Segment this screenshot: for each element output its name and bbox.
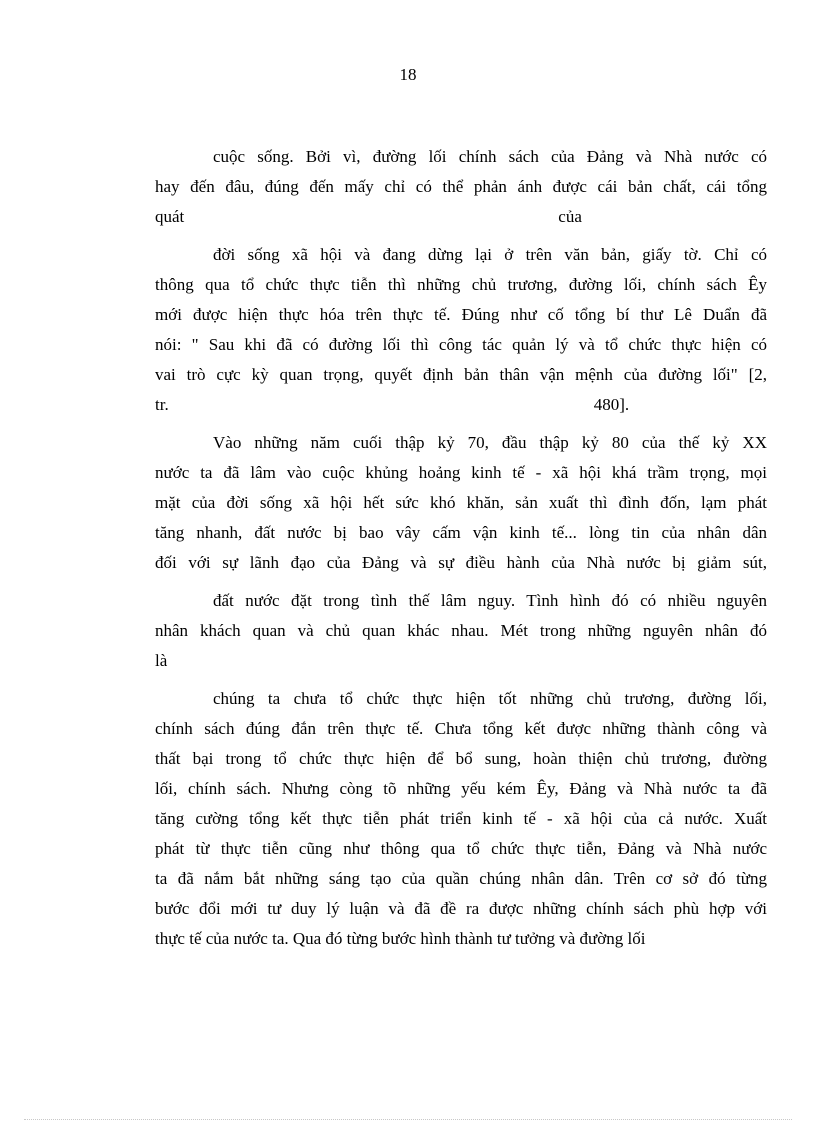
text-line: đất nước đặt trong tình thế lâm nguy. Tình hình đó có nhiều nguyên: [213, 591, 767, 610]
text-line: thất bại trong tổ chức thực hiện để bổ sung, hoàn thiện chủ trương, đường: [155, 749, 767, 768]
text-line: nước ta đã lâm vào cuộc khủng hoảng kinh tế - xã hội khá trầm trọng, mọi: [155, 463, 767, 482]
text-line: mặt của đời sống xã hội hết sức khó khăn, sản xuất thì đình đốn, lạm phát: [155, 493, 767, 512]
body-text: [155, 142, 767, 954]
page-number: 18: [399, 65, 417, 84]
text-line: chính sách đúng đắn trên thực tế. Chưa tổng kết được những thành công và: [155, 719, 767, 738]
text-line: hay đến đâu, đúng đến mấy chỉ có thể phản ánh được cái bản chất, cái tổng: [155, 177, 767, 196]
text-line: tr. 480].: [155, 395, 630, 414]
text-line: ta đã nắm bắt những sáng tạo của quần chúng nhân dân. Trên cơ sở đó từng: [155, 869, 767, 888]
paragraph-3: [155, 428, 767, 578]
text-line: quát của: [155, 207, 582, 226]
text-line: bước đổi mới tư duy lý luận và đã đề ra được những chính sách phù hợp với: [155, 899, 767, 918]
text-line: nhân khách quan và chủ quan khác nhau. Mét trong những nguyên nhân đó: [155, 621, 767, 640]
page-bottom-divider: [24, 1119, 792, 1120]
text-line: đời sống xã hội và đang dừng lại ở trên văn bản, giấy tờ. Chỉ có: [213, 245, 767, 264]
text-line: phát từ thực tiễn cũng như thông qua tổ chức thực tiễn, Đảng và Nhà nước: [155, 839, 767, 858]
text-line: tăng cường tổng kết thực tiễn phát triển kinh tế - xã hội của cả nước. Xuất: [155, 809, 767, 828]
text-line: chúng ta chưa tổ chức thực hiện tốt những chủ trương, đường lối,: [213, 689, 767, 708]
text-line: vai trò cực kỳ quan trọng, quyết định bản thân vận mệnh của đường lối" [2,: [155, 365, 767, 384]
paragraph-1: [155, 142, 767, 232]
text-line: đối với sự lãnh đạo của Đảng và sự điều hành của Nhà nước bị giảm sút,: [155, 553, 767, 572]
text-line: là: [155, 651, 168, 670]
text-line: mới được hiện thực hóa trên thực tế. Đúng như cố tổng bí thư Lê Duẩn đã: [155, 305, 767, 324]
text-line: tăng nhanh, đất nước bị bao vây cấm vận kinh tế... lòng tin của nhân dân: [155, 523, 767, 542]
paragraph-4: [155, 586, 767, 676]
paragraph-2: [155, 240, 767, 420]
text-line: thông qua tổ chức thực tiễn thì những chủ trương, đường lối, chính sách Êy: [155, 275, 767, 294]
text-line: lối, chính sách. Nhưng còng tõ những yếu kém Êy, Đảng và Nhà nước ta đã: [155, 779, 767, 798]
text-line: Vào những năm cuối thập kỷ 70, đầu thập kỷ 80 của thế kỷ XX: [213, 433, 767, 452]
text-line: cuộc sống. Bởi vì, đường lối chính sách của Đảng và Nhà nước có: [213, 147, 767, 166]
paragraph-5: [155, 684, 767, 954]
text-line: nói: " Sau khi đã có đường lối thì công tác quản lý và tổ chức thực hiện có: [155, 335, 767, 354]
text-line: thực tế của nước ta. Qua đó từng bước hình thành tư tưởng và đường lối: [155, 929, 646, 948]
